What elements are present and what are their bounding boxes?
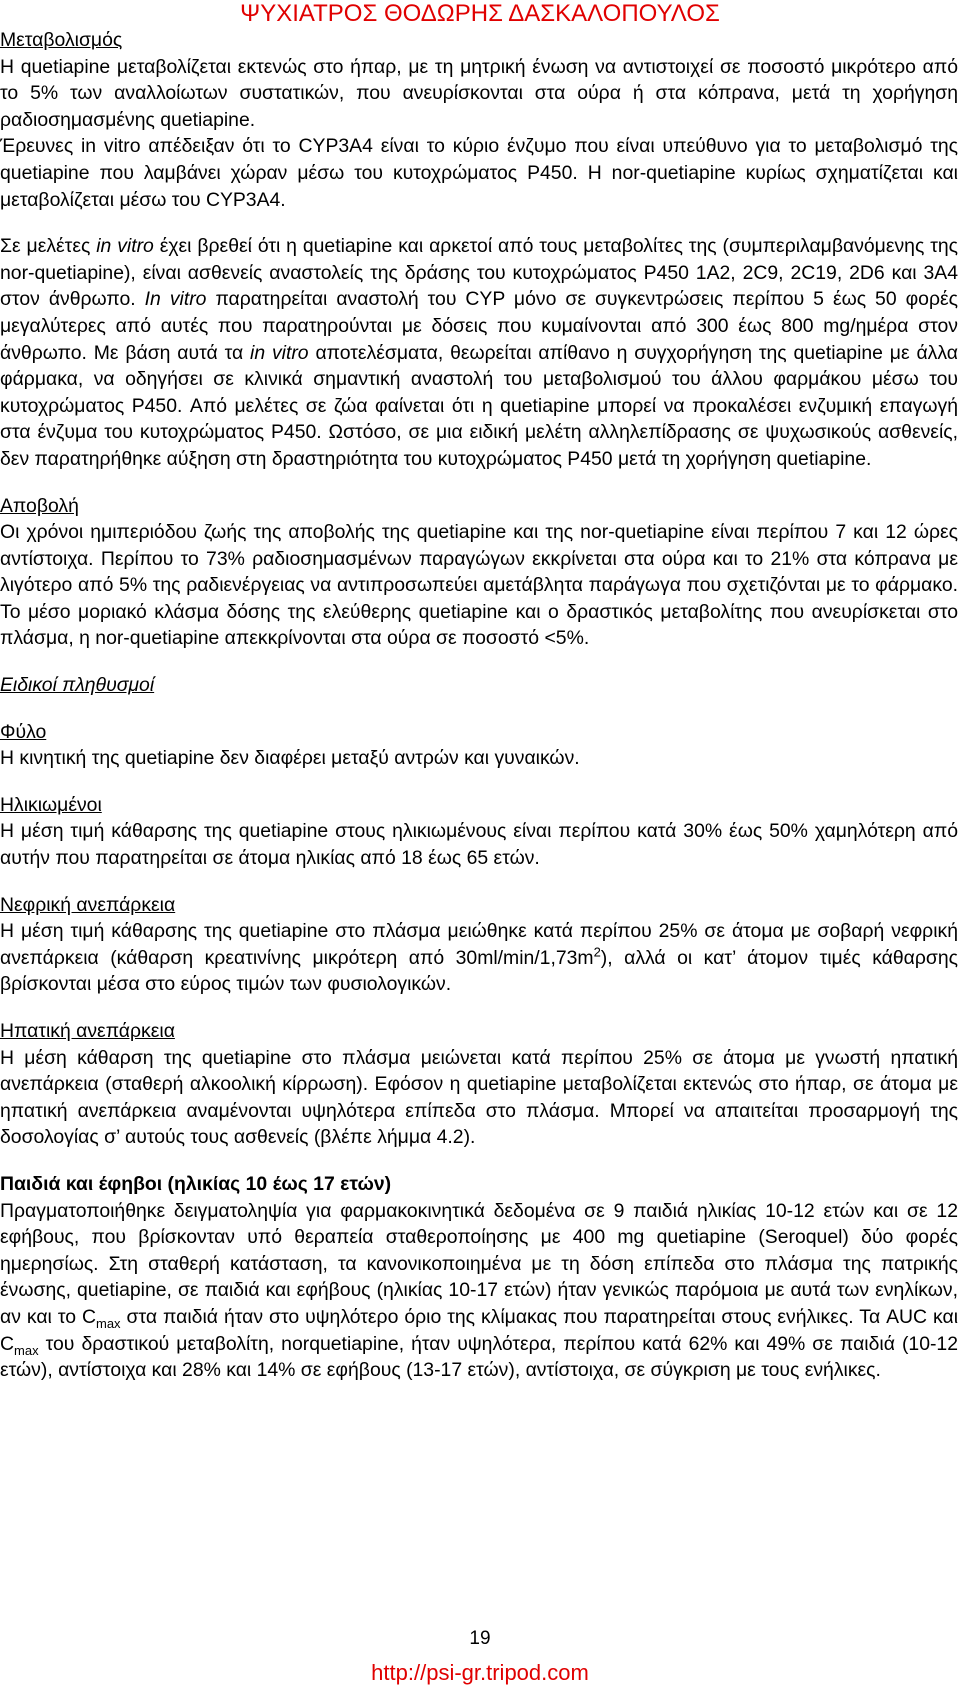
section-heading-elderly: Ηλικιωμένοι [0,793,102,816]
metabolism-paragraph-2: Έρευνες in vitro απέδειξαν ότι το CYP3A4 είναι το κύριο ένζυμο που είναι υπεύθυνο για το μεταβολισμό της quetiapine που λαμβάνει χώραν μέσω του κυτοχρώματος P450. Η nor-quetiapine κυρίως σχηματίζεται και μεταβολίζεται μέσω του CYP3A4. [0,135,958,211]
section-heading-special-populations: Ειδικοί πληθυσμοί [0,674,155,697]
sex-paragraph: Η κινητική της quetiapine δεν διαφέρει μεταξύ αντρών και γυναικών. [0,747,580,770]
children-paragraph: Πραγματοποιήθηκε δειγματοληψία για φαρμακοκινητικά δεδομένα σε 9 παιδιά ηλικίας 10-12 ετών και σε 12 εφήβους, που βρίσκονταν υπό θεραπεία σταθεροποίησης με 400 mg quetiapine (Seroquel) δύο φορές ημερησίως. Στη σταθερή κατάσταση, τα κανονικοποιημένα με τη δόση επίπεδα στο πλάσμα της πατρικής ένωσης, quetiapine, σε παιδιά και εφήβους (ηλικίας 10-17 ετών) ήταν γενικώς παρόμοια με αυτά των ενηλίκων, αν και το $C_{max}$ στα παιδιά ήταν στο υψηλότερο όριο της κλίμακας που παρατηρείται στους ενήλικες. Τα AUC και $C_{max}$ του δραστικού μεταβολίτη, norquetiapine, ήταν υψηλότερα, περίπου κατά 62% και 49% σε παιδιά (10-12 ετών), αντίστοιχα και 28% και 14% σε εφήβους (13-17 ετών), αντίστοιχα, σε σύγκριση με τους ενήλικες. [0,1199,959,1382]
document-body [0,27,958,1384]
page-number: 19 [469,1628,491,1649]
elimination-paragraph: Οι χρόνοι ημιπεριόδου ζωής της αποβολής της quetiapine και της nor-quetiapine είναι περίπου 7 και 12 ώρες αντίστοιχα. Περίπου το 73% ραδιοσημασμένων παραγώγων εκκρίνεται στα ούρα και το 21% στα κόπρανα με λιγότερο από 5% της ραδιενέργειας να αντιπροσωπεύει αμετάβλητα παράγωγα που σχετιζόνται με το φάρμακο. Το μέσο μοριακό κλάσμα δόσης της ελεύθερης quetiapine και ο δραστικός μεταβολίτης που ανευρίσκεται στο πλάσμα, η nor-quetiapine απεκκρίνονται στα ούρα σε ποσοστό <5%. [0,521,958,650]
metabolism-paragraph-3: Σε μελέτες in vitro έχει βρεθεί ότι η quetiapine και αρκετοί από τους μεταβολίτες της (συμπεριλαμβανόμενης της nor-quetiapine), είναι ασθενείς αναστολείς της δράσης του κυτοχρώματος P450 1A2, 2C9, 2C19, 2D6 και 3A4 στον άνθρωπο. In vitro παρατηρείται αναστολή του CYP μόνο σε συγκεντρώσεις περίπου 5 έως 50 φορές μεγαλύτερες από αυτές που παρατηρούνται με δόσεις που κυμαίνονται από 300 έως 800 mg/ημέρα στον άνθρωπο. Με βάση αυτά τα in vitro αποτελέσματα, θεωρείται απίθανο η συγχορήγηση της quetiapine με άλλα φάρμακα, να οδηγήσει σε κλινικά σημαντική αναστολή του μεταβολισμού του άλλου φαρμάκου μέσω του κυτοχρώματος P450. Από μελέτες σε ζώα φαίνεται ότι η quetiapine μπορεί να προκαλέσει ενζυμική επαγωγή στα ένζυμα του κυτοχρώματος P450. Ωστόσο, σε μια ειδική μελέτη αλληλεπίδρασης σε ψυχωσικούς ασθενείς, δεν παρατηρήθηκε αύξηση στη δραστηριότητα του κυτοχρώματος P450 μετά τη χορήγηση quetiapine. [0,235,958,470]
section-heading-metabolism: Μεταβολισμός [0,29,123,51]
metabolism-paragraph-1: Η quetiapine μεταβολίζεται εκτενώς στο ήπαρ, με τη μητρική ένωση να αντιστοιχεί σε ποσοστό μικρότερο από το 5% των αναλλοίωτων συστατικών, που ανευρίσκονται στα ούρα ή στα κόπρανα, μετά τη χορήγηση ραδιοσημασμένης quetiapine. [0,55,958,131]
hepatic-paragraph: Η μέση κάθαρση της quetiapine στο πλάσμα μειώνεται κατά περίπου 25% σε άτομα με γνωστή ηπατική ανεπάρκεια (σταθερή αλκοολική κίρρωση). Εφόσον η quetiapine μεταβολίζεται εκτενώς στο ήπαρ, σε άτομα με ηπατική ανεπάρκεια αναμένονται υψηλότερα επίπεδα στο πλάσμα. Μπορεί να απαιτείται προσαρμογή της δοσολογίας σ’ αυτούς τους ασθενείς (βλέπε λήμμα 4.2). [0,1046,958,1149]
section-heading-children: Παιδιά και έφηβοι (ηλικίας 10 έως 17 ετών) [0,1172,392,1195]
footer-url-link[interactable]: http://psi-gr.tripod.com [371,1660,589,1685]
page-header-title: ΨΥΧΙΑΤΡΟΣ ΘΟΔΩΡΗΣ ΔΑΣΚΑΛΟΠΟΥΛΟΣ [240,0,720,27]
renal-paragraph: Η μέση τιμή κάθαρσης της quetiapine στο πλάσμα μειώθηκε κατά περίπου 25% σε άτομα με σοβαρή νεφρική ανεπάρκεια (κάθαρση κρεατινίνης μικρότερη από $30ml/\min/1,73m^2$), αλλά οι κατ’ άτομον τιμές κάθαρσης βρίσκονται μέσα στο εύρος τιμών των φυσιολογικών. [0,920,958,996]
section-heading-elimination: Αποβολή [0,494,79,517]
section-heading-renal: Νεφρική ανεπάρκεια [0,893,176,916]
elderly-paragraph: Η μέση τιμή κάθαρσης της quetiapine στους ηλικιωμένους είναι περίπου κατά 30% έως 50% χαμηλότερη από αυτήν που παρατηρείται σε άτομα ηλικίας από 18 έως 65 ετών. [0,820,958,870]
section-heading-hepatic: Ηπατική ανεπάρκεια [0,1020,175,1042]
section-heading-sex: Φύλο [0,720,47,743]
